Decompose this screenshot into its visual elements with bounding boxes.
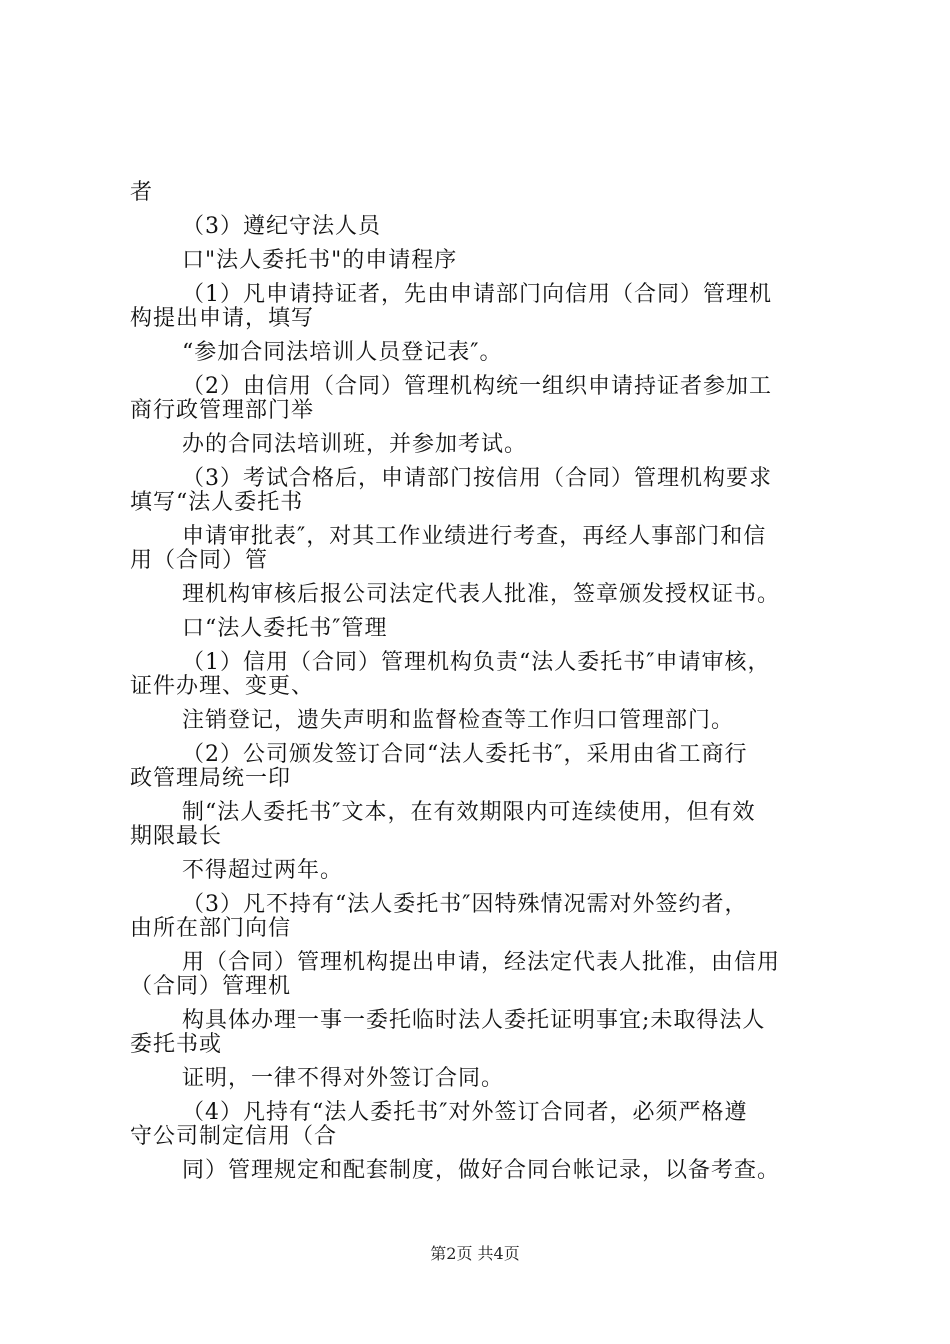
text-line: 制“法人委托书″文本，在有效期限内可连续使用，但有效 [182, 800, 756, 825]
text-line: 填写“法人委托书 [130, 490, 304, 515]
text-line: 不得超过两年。 [182, 858, 344, 883]
text-line: 构具体办理一事一委托临时法人委托证明事宜;未取得法人 [182, 1008, 766, 1033]
text-line: 构提出申请，填写 [130, 306, 315, 331]
text-line: 委托书或 [130, 1032, 223, 1057]
text-line: 申请审批表″，对其工作业绩进行考查，再经人事部门和信 [182, 524, 767, 549]
text-line: 理机构审核后报公司法定代表人批准，签章颁发授权证书。 [182, 582, 781, 607]
text-line: 者 [130, 180, 154, 205]
text-line: 办的合同法培训班，并参加考试。 [182, 432, 528, 457]
text-line: 同）管理规定和配套制度，做好合同台帐记录，以备考查。 [182, 1158, 781, 1183]
text-line: 注销登记，遗失声明和监督检查等工作归口管理部门。 [182, 708, 735, 733]
text-line: （1）信用（合同）管理机构负责“法人委托书″申请审核， [182, 650, 771, 675]
text-line: 用（合同）管理机构提出申请，经法定代表人批准，由信用 [182, 950, 781, 975]
text-line: 政管理局统一印 [130, 766, 292, 791]
text-line: “参加合同法培训人员登记表″。 [182, 340, 503, 365]
text-line: （2）公司颁发签订合同“法人委托书″，采用由省工商行 [182, 742, 748, 767]
text-line: 由所在部门向信 [130, 916, 292, 941]
text-line: 证明，一律不得对外签订合同。 [182, 1066, 505, 1091]
text-line: 商行政管理部门举 [130, 398, 315, 423]
section-heading: 口“法人委托书″管理 [182, 616, 388, 641]
text-line: （1）凡申请持证者，先由申请部门向信用（合同）管理机 [182, 282, 772, 307]
text-line: （3）凡不持有“法人委托书″因特殊情况需对外签约者， [182, 892, 748, 917]
page-footer: 第2页 共4页 [430, 1244, 520, 1263]
text-line: 期限最长 [130, 824, 223, 849]
text-line: （合同）管理机 [130, 974, 292, 999]
text-line: （3）考试合格后，申请部门按信用（合同）管理机构要求 [182, 466, 772, 491]
text-line: （2）由信用（合同）管理机构统一组织申请持证者参加工 [182, 374, 772, 399]
text-line: （3）遵纪守法人员 [182, 214, 381, 239]
text-line: 守公司制定信用（合 [130, 1124, 338, 1149]
text-line: 证件办理、变更、 [130, 674, 315, 699]
text-line: 用（合同）管 [130, 548, 269, 573]
text-line: （4）凡持有“法人委托书″对外签订合同者，必须严格遵 [182, 1100, 748, 1125]
section-heading: 口"法人委托书"的申请程序 [182, 248, 458, 273]
